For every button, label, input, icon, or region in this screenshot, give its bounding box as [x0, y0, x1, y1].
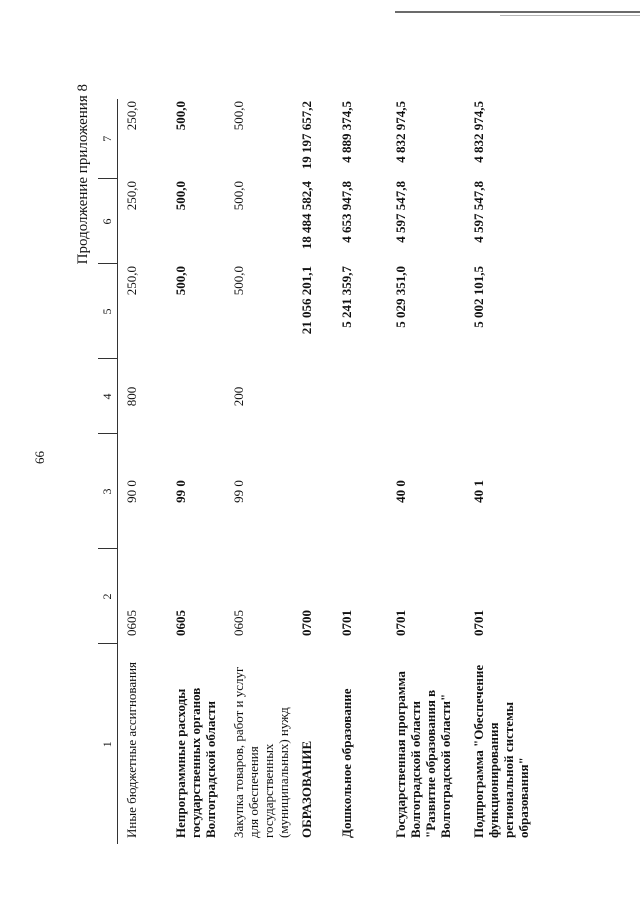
- target-code: 40 0: [393, 480, 408, 503]
- target-code: [335, 434, 387, 549]
- column-header: 4: [98, 359, 118, 434]
- target-code: 90 0: [124, 480, 139, 503]
- row-name: ОБРАЗОВАНИЕ: [299, 740, 314, 838]
- column-number-row: [98, 99, 118, 844]
- section-code: 0605: [173, 610, 188, 636]
- amount-col5: 500,0: [231, 266, 246, 296]
- column-header: 2: [98, 549, 118, 644]
- column-header: 3: [98, 434, 118, 549]
- page-number: 66: [32, 451, 47, 464]
- scan-edge-line-faint: [500, 15, 640, 16]
- expense-kind: 200: [231, 386, 246, 407]
- scan-edge-line: [395, 11, 640, 13]
- amount-col6: 500,0: [231, 181, 246, 211]
- amount-col5: 500,0: [173, 266, 188, 296]
- table-row: [387, 99, 465, 844]
- table-row: [335, 99, 387, 844]
- amount-col7: 19 197 657,2: [299, 101, 314, 170]
- row-name: Непрограммные расходы государственных органов Волгоградской области: [173, 687, 218, 838]
- column-header: 7: [98, 99, 118, 179]
- table-row: [465, 99, 531, 844]
- table-row: [118, 99, 168, 844]
- target-code: 40 1: [471, 480, 486, 503]
- amount-col6: 4 653 947,8: [339, 181, 354, 243]
- section-code: 0701: [339, 610, 354, 636]
- expense-kind: [291, 359, 335, 434]
- continuation-caption: Продолжение приложения 8: [75, 84, 91, 265]
- table-row: [291, 99, 335, 844]
- expense-kind: 800: [124, 386, 139, 407]
- budget-table: [98, 99, 531, 844]
- amount-col6: 4 597 547,8: [393, 181, 408, 243]
- table-row: [167, 99, 229, 844]
- target-code: 99 0: [173, 480, 188, 503]
- table-row: [229, 99, 291, 844]
- section-code: 0701: [471, 610, 486, 636]
- amount-col7: 4 889 374,5: [339, 101, 354, 163]
- expense-kind: [335, 359, 387, 434]
- column-header: 6: [98, 179, 118, 264]
- amount-col6: 18 484 582,4: [299, 181, 314, 250]
- amount-col7: 500,0: [173, 101, 188, 131]
- document-page: [20, 22, 620, 882]
- section-code: 0701: [393, 610, 408, 636]
- amount-col5: 5 002 101,5: [471, 266, 486, 328]
- section-code: 0605: [124, 610, 139, 636]
- amount-col7: 4 832 974,5: [471, 101, 486, 163]
- amount-col6: 250,0: [124, 181, 139, 211]
- amount-col5: 5 241 359,7: [339, 266, 354, 328]
- row-name: Дошкольное образование: [339, 688, 354, 838]
- column-header: 5: [98, 264, 118, 359]
- column-header: 1: [98, 644, 118, 844]
- amount-col7: 500,0: [231, 101, 246, 131]
- amount-col5: 250,0: [124, 266, 139, 296]
- expense-kind: [167, 359, 229, 434]
- section-code: 0700: [299, 610, 314, 636]
- row-name: Государственная программа Волгоградской области "Развитие образования в Волгоградской области": [393, 671, 453, 838]
- row-name: Подпрограмма "Обеспечение функционирования региональной системы образования": [471, 664, 531, 838]
- row-name: Закупка товаров, работ и услуг для обеспечения государственных (муниципальных) нужд: [231, 666, 291, 838]
- amount-col5: 21 056 201,1: [299, 266, 314, 335]
- section-code: 0605: [231, 610, 246, 636]
- expense-kind: [387, 359, 465, 434]
- target-code: 99 0: [231, 480, 246, 503]
- amount-col6: 4 597 547,8: [471, 181, 486, 243]
- amount-col7: 250,0: [124, 101, 139, 131]
- target-code: [291, 434, 335, 549]
- amount-col7: 4 832 974,5: [393, 101, 408, 163]
- row-name: Иные бюджетные ассигнования: [124, 661, 139, 838]
- expense-kind: [465, 359, 531, 434]
- amount-col6: 500,0: [173, 181, 188, 211]
- amount-col5: 5 029 351,0: [393, 266, 408, 328]
